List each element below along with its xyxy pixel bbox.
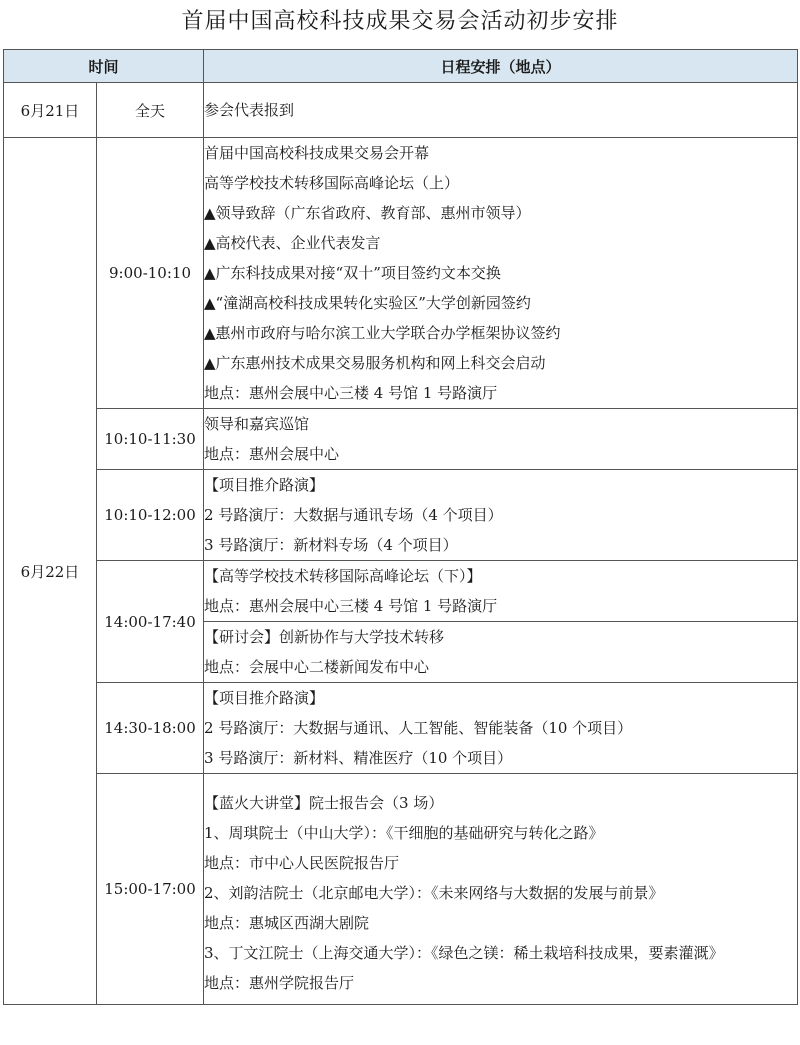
content-line: ▲“潼湖高校科技成果转化实验区”大学创新园签约 [204,294,531,312]
content-line: ▲高校代表、企业代表发言 [204,234,381,252]
content-line: 地点：惠州会展中心三楼 4 号馆 1 号路演厅 [204,597,498,615]
content-line: 地点：惠城区西湖大剧院 [204,914,370,932]
time-cell: 14:30-18:00 [97,683,204,774]
content-line: 【项目推介路演】 [204,476,325,494]
content-line: 地点：市中心人民医院报告厅 [204,854,400,872]
content-line: 【研讨会】创新协作与大学技术转移 [204,628,445,646]
content-cell [204,470,798,561]
time-cell: 10:10-12:00 [97,470,204,561]
content-cell [204,774,798,1005]
table-row [4,83,798,138]
page-title: 首届中国高校科技成果交易会活动初步安排 [181,9,619,34]
table-row [4,683,798,774]
content-line: 【项目推介路演】 [204,689,325,707]
content-line: 3 号路演厅：新材料、精准医疗（10 个项目） [204,749,513,767]
content-line: 3 号路演厅：新材料专场（4 个项目） [204,536,458,554]
content-line: 领导和嘉宾巡馆 [204,415,310,433]
table-header-row [4,50,798,83]
content-line: ▲领导致辞（广东省政府、教育部、惠州市领导） [204,204,531,222]
time-cell: 10:10-11:30 [97,409,204,470]
content-line: 2 号路演厅：大数据与通讯、人工智能、智能装备（10 个项目） [204,719,633,737]
time-cell: 14:00-17:40 [97,561,204,683]
content-line: ▲广东惠州技术成果交易服务机构和网上科交会启动 [204,354,546,372]
content-line: 1、周琪院士（中山大学）：《干细胞的基础研究与转化之路》 [204,824,604,842]
content-line: 2 号路演厅：大数据与通讯专场（4 个项目） [204,506,503,524]
table-row [4,561,798,622]
content-cell [204,622,798,683]
table-row [4,138,798,409]
content-line: 地点：惠州会展中心三楼 4 号馆 1 号路演厅 [204,384,498,402]
content-line: ▲广东科技成果对接“双十”项目签约文本交换 [204,264,501,282]
content-cell [204,409,798,470]
content-line: 参会代表报到 [204,101,295,119]
content-line: 地点：惠州学院报告厅 [204,974,355,992]
content-line: ▲惠州市政府与哈尔滨工业大学联合办学框架协议签约 [204,324,561,342]
content-line: 地点：会展中心二楼新闻发布中心 [204,658,430,676]
schedule-table [3,49,798,1005]
time-cell: 全天 [97,83,204,138]
content-cell [204,138,798,409]
content-cell [204,561,798,622]
time-cell: 9:00-10:10 [97,138,204,409]
header-schedule: 日程安排（地点） [204,50,798,83]
content-line: 【蓝火大讲堂】院士报告会（3 场） [204,794,444,812]
table-row [4,470,798,561]
time-cell: 15:00-17:00 [97,774,204,1005]
table-row [4,409,798,470]
date-cell: 6月22日 [4,138,97,1005]
content-line: 3、丁文江院士（上海交通大学）：《绿色之镁：稀土栽培科技成果，要素灌溉》 [204,944,724,962]
content-cell [204,83,798,138]
content-line: 【高等学校技术转移国际高峰论坛（下）】 [204,567,482,585]
table-row [4,774,798,1005]
header-time: 时间 [4,50,204,83]
content-line: 地点：惠州会展中心 [204,445,340,463]
content-cell [204,683,798,774]
date-cell: 6月21日 [4,83,97,138]
content-line: 高等学校技术转移国际高峰论坛（上） [204,174,460,192]
content-line: 2、刘韵洁院士（北京邮电大学）：《未来网络与大数据的发展与前景》 [204,884,664,902]
content-line: 首届中国高校科技成果交易会开幕 [204,144,430,162]
